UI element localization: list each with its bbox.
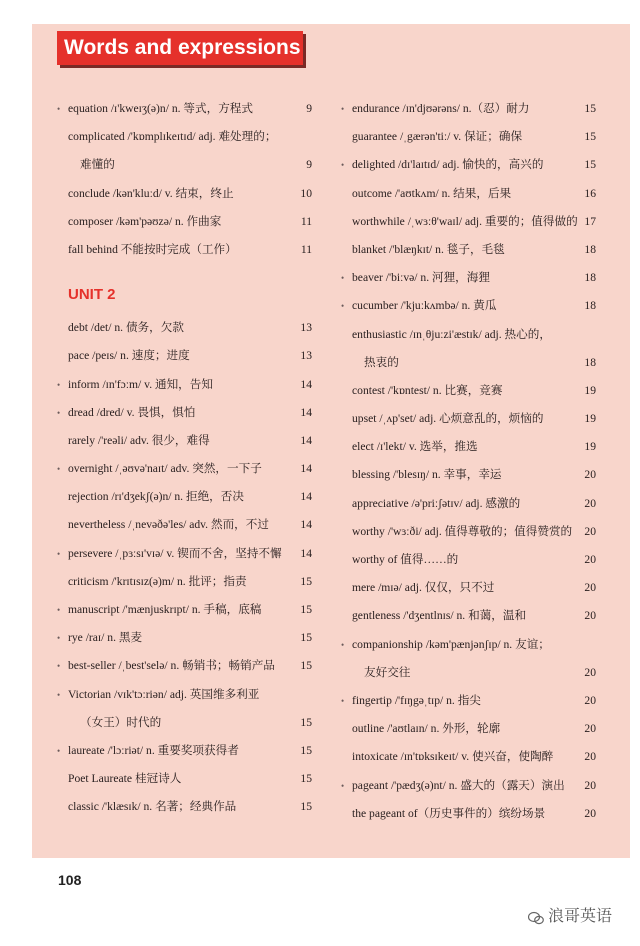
vocab-entry [338, 518, 600, 546]
entry-text: rye /raɪ/ n. 黑麦 [68, 631, 143, 645]
vocab-entry [54, 681, 316, 709]
entry-text: 友好交往 [364, 665, 411, 679]
entry-page: 20 [584, 468, 596, 482]
vocab-entry [54, 765, 316, 793]
entry-page: 19 [584, 440, 596, 454]
entry-page: 15 [300, 631, 312, 645]
entry-page: 15 [300, 659, 312, 673]
entry-text: worthwhile /ˌwɜːθ'waɪl/ adj. 重要的；值得做的 [352, 214, 578, 228]
vocab-entry [54, 540, 316, 568]
bullet-icon: • [341, 273, 345, 284]
entry-page: 14 [300, 462, 312, 476]
unit-heading: UNIT 2 [68, 286, 116, 304]
entry-text: elect /ɪ'lekt/ v. 选举，推选 [352, 440, 478, 454]
vocab-entry [338, 292, 600, 320]
entry-text: complicated /'kɒmplɪkeɪtɪd/ adj. 难处理的； [68, 130, 277, 144]
entry-text: inform /ɪn'fɔːm/ v. 通知，告知 [68, 377, 213, 391]
watermark [528, 903, 612, 926]
vocab-entry [54, 624, 316, 652]
watermark-text: 浪哥英语 [548, 906, 613, 925]
entry-text: endurance /ɪn'djʊərəns/ n.（忍）耐力 [352, 102, 530, 115]
entry-text: intoxicate /ɪn'tɒksɪkeɪt/ v. 使兴奋，使陶醉 [352, 750, 554, 764]
vocab-entry [338, 546, 600, 574]
vocab-entry [338, 574, 600, 602]
entry-text: rarely /'reəli/ adv. 很少，难得 [68, 433, 210, 447]
entry-page: 20 [584, 722, 596, 736]
entry-text: pace /peɪs/ n. 速度；进度 [68, 349, 190, 363]
page-number: 108 [58, 872, 82, 888]
vocab-entry [54, 123, 316, 151]
vocab-entry [338, 151, 600, 179]
entry-text: dread /dred/ v. 畏惧，惧怕 [68, 405, 196, 419]
entry-page: 18 [584, 271, 596, 285]
vocab-entry [54, 427, 316, 455]
wechat-icon [528, 910, 544, 924]
entry-page: 9 [306, 158, 312, 172]
bullet-icon: • [341, 695, 345, 706]
entry-text: pageant /'pædʒ(ə)nt/ n. 盛大的（露天）演出 [352, 778, 565, 792]
entry-page: 15 [584, 130, 596, 144]
entry-text: criticism /'krɪtɪsɪz(ə)m/ n. 批评；指责 [68, 574, 247, 588]
entry-page: 15 [300, 603, 312, 616]
left-column [54, 95, 316, 822]
entry-page: 13 [300, 321, 312, 335]
entry-text: equation /ɪ'kweɪʒ(ə)n/ n. 等式，方程式 [68, 102, 253, 115]
entry-text: delighted /dɪ'laɪtɪd/ adj. 愉快的，高兴的 [352, 158, 544, 172]
entry-text: beaver /'biːvə/ n. 河狸，海狸 [352, 271, 490, 285]
vocab-entry [338, 349, 600, 377]
entry-page: 19 [584, 383, 596, 397]
vocab-entry [338, 715, 600, 743]
entry-text: outcome /'aʊtkʌm/ n. 结果，后果 [352, 186, 512, 200]
entry-page: 20 [584, 553, 596, 566]
vocab-entry [54, 314, 316, 342]
bullet-icon: • [57, 464, 61, 475]
entry-page: 14 [300, 546, 312, 560]
vocab-entry [338, 800, 600, 828]
entry-page: 20 [584, 693, 596, 707]
vocab-entry [338, 208, 600, 236]
entry-text: 难懂的 [80, 158, 115, 172]
entry-text: （女王）时代的 [80, 715, 162, 729]
vocab-entry [338, 95, 600, 123]
vocab-entry [54, 151, 316, 179]
entry-text: upset /ˌʌp'set/ adj. 心烦意乱的，烦恼的 [352, 412, 544, 426]
vocab-entry [338, 490, 600, 518]
entry-page: 15 [300, 743, 312, 757]
vocab-entry [338, 405, 600, 433]
entry-page: 20 [584, 581, 596, 595]
entry-text: manuscript /'mænjuskrɪpt/ n. 手稿，底稿 [68, 603, 262, 616]
right-column [338, 95, 600, 828]
entry-page: 20 [584, 524, 596, 538]
entry-page: 20 [584, 806, 596, 820]
right-word-list [338, 95, 600, 828]
entry-text: blanket /'blæŋkɪt/ n. 毯子，毛毯 [352, 242, 505, 256]
bullet-icon: • [57, 745, 61, 756]
vocab-entry [338, 461, 600, 489]
entry-page: 14 [300, 405, 312, 419]
entry-text: overnight /ˌəʊvə'naɪt/ adv. 突然，一下子 [68, 462, 262, 476]
vocab-entry [54, 709, 316, 737]
entry-page: 15 [584, 102, 596, 115]
entry-page: 20 [584, 778, 596, 792]
vocab-entry [54, 455, 316, 483]
vocab-entry [54, 399, 316, 427]
entry-text: the pageant of（历史事件的）缤纷场景 [352, 806, 546, 820]
entry-page: 15 [300, 715, 312, 729]
entry-page: 14 [300, 377, 312, 391]
vocab-entry [338, 180, 600, 208]
vocab-entry [338, 772, 600, 800]
vocab-entry [338, 236, 600, 264]
entry-text: Poet Laureate 桂冠诗人 [68, 772, 182, 786]
entry-text: companionship /kəm'pænjənʃɪp/ n. 友谊； [352, 637, 550, 651]
vocab-entry [54, 180, 316, 208]
entry-page: 15 [300, 772, 312, 786]
vocab-entry [338, 123, 600, 151]
vocab-entry [54, 793, 316, 821]
entry-text: debt /det/ n. 债务，欠款 [68, 321, 184, 335]
vocab-entry [54, 568, 316, 596]
entry-text: appreciative /ə'priːʃətɪv/ adj. 感激的 [352, 496, 521, 510]
vocab-entry [338, 631, 600, 659]
entry-text: best-seller /ˌbest'selə/ n. 畅销书；畅销产品 [68, 659, 275, 673]
entry-page: 14 [300, 490, 312, 504]
entry-page: 14 [300, 518, 312, 532]
vocab-entry [338, 433, 600, 461]
unit1-word-list [54, 95, 316, 264]
bullet-icon: • [341, 301, 345, 312]
entry-text: rejection /rɪ'dʒekʃ(ə)n/ n. 拒绝，否决 [68, 490, 244, 504]
entry-text: mere /mɪə/ adj. 仅仅，只不过 [352, 581, 495, 595]
entry-text: contest /'kɒntest/ n. 比赛，竞赛 [352, 383, 503, 397]
entry-text: persevere /ˌpɜːsɪ'vɪə/ v. 锲而不舍，坚持不懈 [68, 546, 282, 560]
entry-text: gentleness /'dʒentlnɪs/ n. 和蔼，温和 [352, 609, 527, 623]
vocab-entry [54, 483, 316, 511]
bullet-icon: • [57, 605, 61, 615]
entry-page: 20 [584, 496, 596, 510]
entry-page: 18 [584, 242, 596, 256]
entry-page: 14 [300, 433, 312, 447]
vocab-entry [338, 687, 600, 715]
vocab-entry [338, 743, 600, 771]
unit2-word-list [54, 314, 316, 821]
entry-page: 18 [584, 355, 596, 369]
vocab-entry [54, 236, 316, 264]
entry-text: fall behind 不能按时完成（工作） [68, 242, 237, 256]
vocab-entry [338, 659, 600, 687]
vocab-entry [338, 321, 600, 349]
vocab-entry [54, 652, 316, 680]
vocab-entry [54, 342, 316, 370]
entry-text: 热衷的 [364, 355, 399, 369]
entry-page: 11 [300, 214, 312, 228]
bullet-icon: • [341, 780, 345, 791]
entry-text: fingertip /'fɪŋgəˌtɪp/ n. 指尖 [352, 693, 481, 707]
entry-text: conclude /kən'kluːd/ v. 结束，终止 [68, 186, 234, 200]
entry-page: 17 [584, 214, 596, 228]
entry-page: 15 [300, 800, 312, 814]
entry-page: 13 [300, 349, 312, 363]
entry-text: classic /'klæsɪk/ n. 名著；经典作品 [68, 800, 237, 814]
page-title: Words and expressions [57, 31, 303, 65]
bullet-icon: • [341, 104, 345, 114]
entry-page: 20 [584, 665, 596, 679]
entry-page: 20 [584, 609, 596, 623]
entry-page: 15 [300, 574, 312, 588]
vocab-entry [54, 511, 316, 539]
entry-text: cucumber /'kjuːkʌmbə/ n. 黄瓜 [352, 299, 497, 313]
entry-text: blessing /'blesɪŋ/ n. 幸事，幸运 [352, 468, 502, 482]
entry-page: 9 [306, 102, 312, 115]
bullet-icon: • [57, 633, 61, 644]
entry-text: laureate /'lɔːriət/ n. 重要奖项获得者 [68, 743, 239, 757]
vocab-entry [54, 737, 316, 765]
vocab-entry [54, 208, 316, 236]
entry-page: 10 [300, 186, 312, 200]
vocab-entry [338, 377, 600, 405]
entry-text: Victorian /vɪk'tɔːriən/ adj. 英国维多利亚 [68, 687, 260, 701]
entry-page: 16 [584, 186, 596, 200]
entry-page: 11 [300, 242, 312, 256]
entry-text: composer /kəm'pəʊzə/ n. 作曲家 [68, 214, 222, 228]
bullet-icon: • [57, 548, 61, 559]
entry-text: guarantee /ˌgærən'tiː/ v. 保证；确保 [352, 130, 523, 144]
bullet-icon: • [57, 689, 61, 700]
entry-text: worthy of 值得……的 [352, 553, 459, 566]
entry-page: 19 [584, 412, 596, 426]
vocab-entry [54, 95, 316, 123]
vocab-entry [54, 371, 316, 399]
entry-page: 20 [584, 750, 596, 764]
vocab-entry [54, 596, 316, 624]
vocab-entry [338, 602, 600, 630]
entry-page: 18 [584, 299, 596, 313]
bullet-icon: • [341, 160, 345, 171]
entry-text: nevertheless /ˌnevəðə'les/ adv. 然而，不过 [68, 518, 269, 532]
bullet-icon: • [57, 104, 61, 114]
entry-text: worthy /'wɜːði/ adj. 值得尊敬的；值得赞赏的 [352, 524, 573, 538]
bullet-icon: • [341, 639, 345, 650]
entry-text: outline /'aʊtlaɪn/ n. 外形，轮廓 [352, 722, 501, 736]
bullet-icon: • [57, 407, 61, 418]
entry-text: enthusiastic /ɪnˌθjuːzi'æstɪk/ adj. 热心的， [352, 327, 551, 341]
vocab-entry [338, 264, 600, 292]
bullet-icon: • [57, 661, 61, 672]
bullet-icon: • [57, 379, 61, 390]
entry-page: 15 [584, 158, 596, 172]
